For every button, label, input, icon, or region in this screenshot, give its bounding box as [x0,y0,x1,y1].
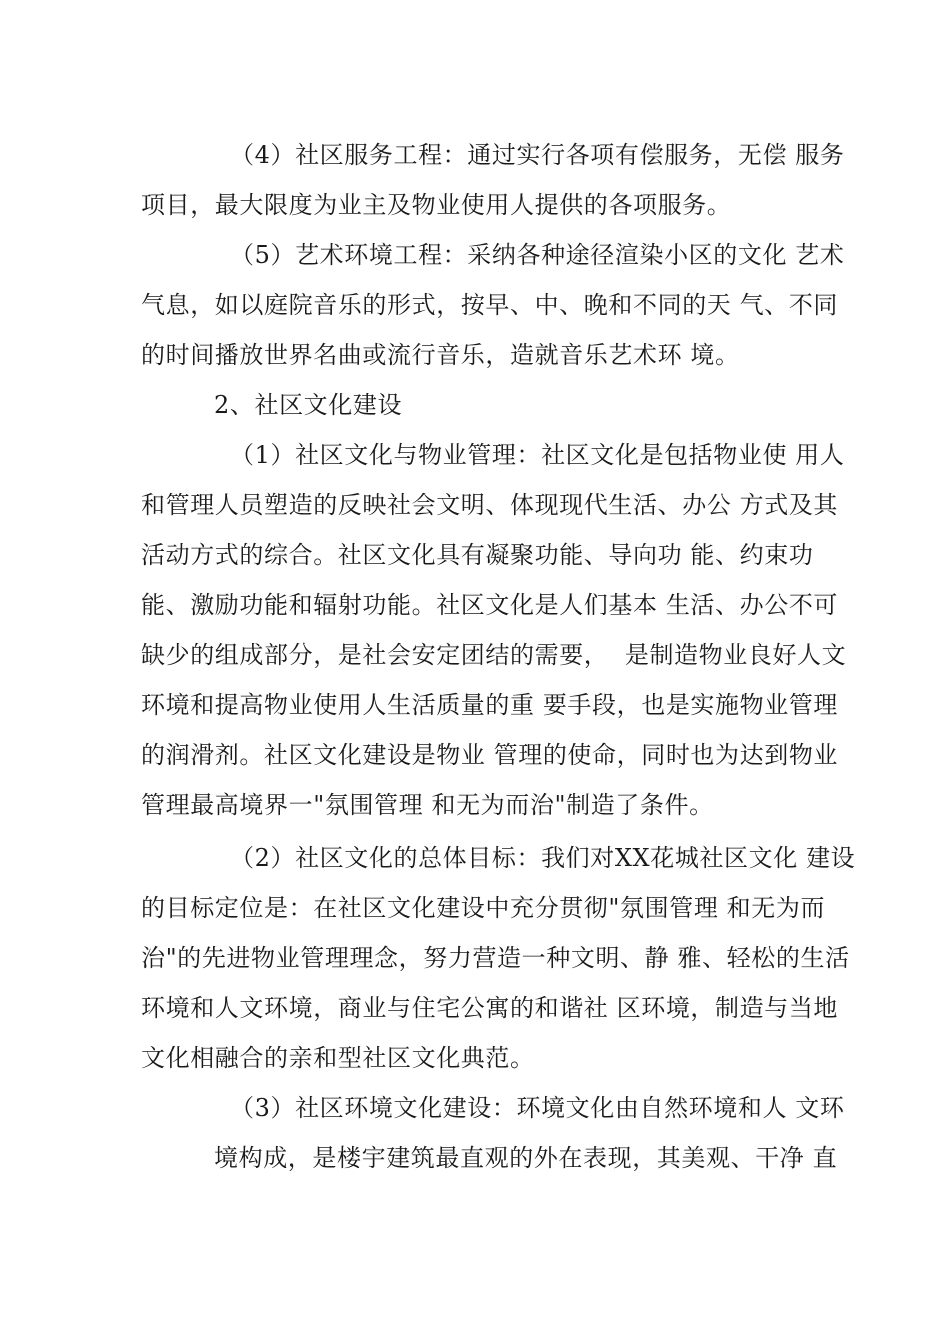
text-line: 环境和提高物业使用人生活质量的重 要手段，也是实施物业管理 [141,691,839,719]
text-line: （1）社区文化与物业管理：社区文化是包括物业使 用人 [230,441,845,469]
text-line: 项目，最大限度为业主及物业使用人提供的各项服务。 [141,191,732,219]
text-line: 活动方式的综合。社区文化具有凝聚功能、导向功 能、约束功 [141,541,814,569]
text-line: （4）社区服务工程：通过实行各项有偿服务，无偿 服务 [230,141,845,169]
text-line: 能、激励功能和辐射功能。社区文化是人们基本 生活、办公不可 [141,591,839,619]
text-line: 的目标定位是：在社区文化建设中充分贯彻"氛围管理 和无为而 [141,894,826,922]
text-line: 治"的先进物业管理理念，努力营造一种文明、静 雅、轻松的生活 [141,944,850,972]
text-line: 和管理人员塑造的反映社会文明、体现现代生活、办公 方式及其 [141,491,839,519]
text-line: 管理最高境界一"氛围管理 和无为而治"制造了条件。 [141,791,714,819]
text-line: （5）艺术环境工程：采纳各种途径渲染小区的文化 艺术 [230,241,845,269]
text-line: 缺少的组成部分，是社会安定团结的需要， 是制造物业良好人文 [141,641,847,669]
text-line: 的时间播放世界名曲或流行音乐，造就音乐艺术环 境。 [141,341,740,369]
text-line: 环境和人文环境，商业与住宅公寓的和谐社 区环境，制造与当地 [141,994,839,1022]
text-line: 文化相融合的亲和型社区文化典范。 [141,1044,535,1072]
text-line: 气息，如以庭院音乐的形式，按早、中、晚和不同的天 气、不同 [141,291,839,319]
text-line: 境构成，是楼宇建筑最直观的外在表现，其美观、干净 直 [214,1144,838,1172]
text-line: 的润滑剂。社区文化建设是物业 管理的使命，同时也为达到物业 [141,741,839,769]
section-heading: 2、社区文化建设 [214,391,403,419]
text-line: （2）社区文化的总体目标：我们对XX花城社区文化 建设 [230,844,856,872]
text-line: （3）社区环境文化建设：环境文化由自然环境和人 文环 [230,1094,845,1122]
